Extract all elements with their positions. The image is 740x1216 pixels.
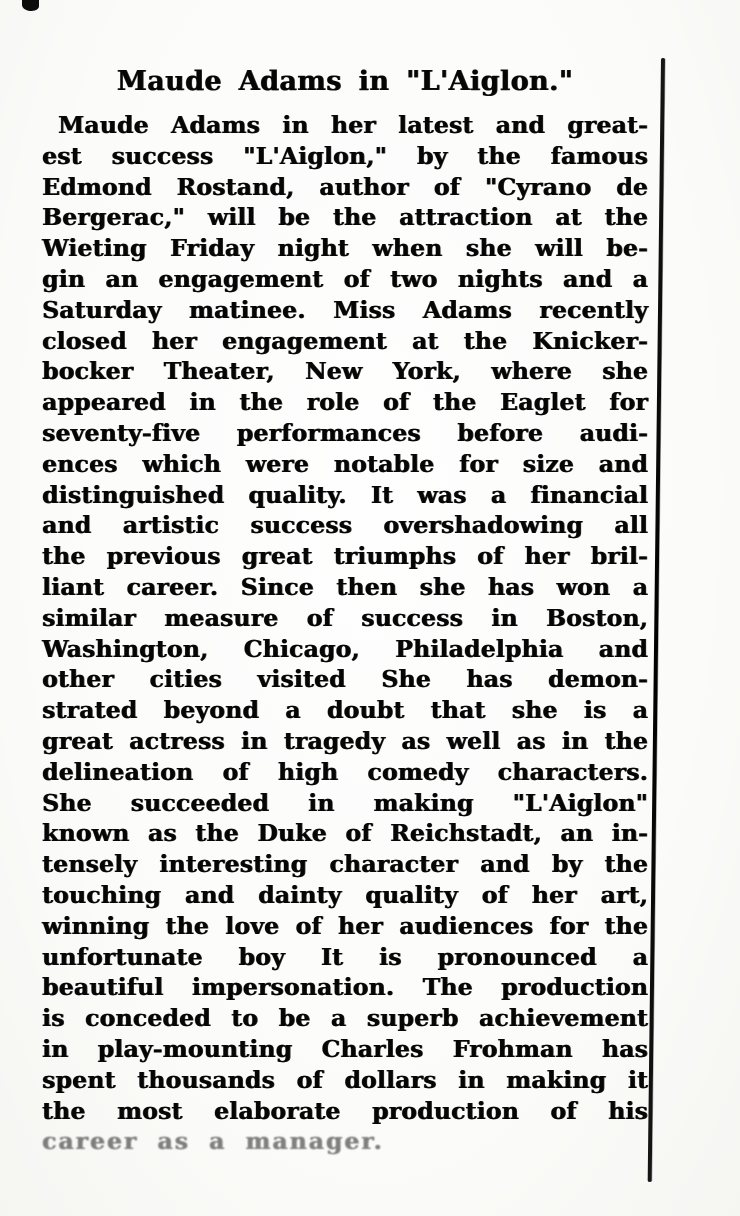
text-line: delineation of high comedy characters.: [42, 757, 648, 786]
text-line: est success "L'Aiglon," by the famous: [42, 141, 648, 170]
text-line: great actress in tragedy as well as in the: [42, 726, 648, 755]
text-line: Maude Adams in her latest and great-: [58, 111, 648, 139]
text-line: Washington, Chicago, Philadelphia and: [42, 634, 648, 663]
text-line: in play-mounting Charles Frohman has: [42, 1034, 648, 1063]
text-line: touching and dainty quality of her art,: [42, 880, 648, 909]
text-line: is conceded to be a superb achievement: [42, 1004, 648, 1033]
text-line: known as the Duke of Reichstadt, an in-: [42, 819, 648, 848]
article-body: [42, 110, 648, 1157]
text-line: tensely interesting character and by the: [42, 850, 648, 879]
text-line: career as a manager.: [42, 1127, 384, 1156]
text-line: bocker Theater, New York, where she: [42, 357, 648, 386]
text-line: winning the love of her audiences for the: [42, 911, 648, 940]
article-title: Maude Adams in "L'Aiglon.": [116, 66, 574, 97]
text-line: the previous great triumphs of her bril-: [42, 542, 648, 571]
article: [42, 66, 648, 1157]
text-line: distinguished quality. It was a financial: [42, 480, 648, 509]
ink-blot: [22, 0, 39, 11]
text-line: Saturday matinee. Miss Adams recently: [42, 295, 648, 324]
text-line: and artistic success overshadowing all: [42, 511, 648, 540]
text-line: gin an engagement of two nights and a: [42, 264, 648, 293]
text-line: the most elaborate production of his: [42, 1096, 648, 1125]
text-line: Wieting Friday night when she will be-: [42, 234, 648, 263]
text-line: unfortunate boy It is pronounced a: [42, 942, 648, 971]
text-line: other cities visited She has demon-: [42, 665, 648, 694]
text-line: strated beyond a doubt that she is a: [42, 696, 648, 725]
text-line: ences which were notable for size and: [42, 449, 648, 478]
text-line: spent thousands of dollars in making it: [42, 1065, 648, 1094]
text-line: closed her engagement at the Knicker-: [42, 326, 648, 355]
text-line: Bergerac," will be the attraction at the: [42, 203, 648, 232]
column-rule: [648, 58, 665, 1182]
text-line: similar measure of success in Boston,: [42, 603, 648, 632]
text-line: beautiful impersonation. The production: [42, 973, 648, 1002]
text-line: seventy-five performances before audi-: [42, 418, 648, 447]
text-line: appeared in the role of the Eaglet for: [42, 388, 648, 417]
text-line: She succeeded in making "L'Aiglon": [42, 788, 648, 817]
text-line: liant career. Since then she has won a: [42, 572, 648, 601]
text-line: Edmond Rostand, author of "Cyrano de: [42, 172, 648, 201]
